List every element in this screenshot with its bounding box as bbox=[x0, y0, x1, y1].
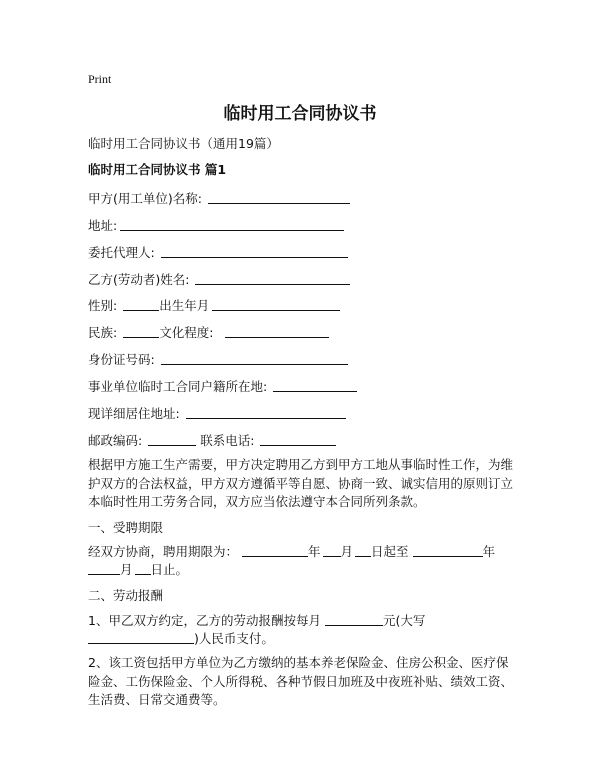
end-year-blank bbox=[413, 544, 483, 557]
address-blank bbox=[120, 218, 344, 231]
ethnicity-blank bbox=[123, 325, 159, 338]
start-year-blank bbox=[242, 544, 308, 557]
section-heading: 临时用工合同协议书 篇1 bbox=[88, 162, 227, 177]
salary-currency-label: )人民币支付。 bbox=[194, 631, 274, 646]
phone-label: 联系电话: bbox=[200, 433, 255, 448]
end-month-blank bbox=[88, 562, 120, 575]
birth-date-blank bbox=[212, 298, 340, 311]
id-number-field bbox=[88, 350, 348, 368]
section2-heading: 二、劳动报酬 bbox=[88, 588, 164, 603]
term-from-label: 日起至 bbox=[371, 544, 409, 559]
start-month-unit: 月 bbox=[340, 544, 354, 559]
end-year-unit: 年 bbox=[482, 544, 496, 559]
term-start-label: 经双方协商，聘用期限为： bbox=[88, 544, 239, 559]
agent-field bbox=[88, 243, 348, 261]
ethnicity-label: 民族: bbox=[88, 325, 118, 340]
household-location-field bbox=[88, 377, 357, 395]
start-month-blank bbox=[323, 544, 341, 557]
section2-item2: 2、该工资包括甲方单位为乙方缴纳的基本养老保险金、住房公积金、医疗保险金、工伤保险金、个人所得税、各种节假日加班及中夜班补贴、绩效工资、生活费、日常交通费等。 bbox=[88, 655, 514, 707]
gender-blank bbox=[123, 298, 159, 311]
current-address-blank bbox=[186, 406, 346, 419]
current-address-field bbox=[88, 404, 346, 422]
section1-heading: 一、受聘期限 bbox=[88, 520, 164, 535]
gender-birth-field bbox=[88, 296, 340, 314]
postal-code-blank bbox=[148, 433, 196, 446]
address-field bbox=[88, 216, 344, 234]
education-label: 文化程度: bbox=[159, 325, 214, 340]
end-month-unit: 月 bbox=[120, 562, 133, 577]
worker-name-label: 乙方(劳动者)姓名: bbox=[88, 272, 190, 287]
section1-line2 bbox=[88, 560, 188, 578]
education-blank bbox=[225, 325, 329, 338]
household-location-blank bbox=[273, 379, 357, 392]
end-day-blank bbox=[135, 562, 151, 575]
term-end-label: 日止。 bbox=[150, 562, 189, 577]
employer-name-field bbox=[88, 189, 350, 207]
start-day-blank bbox=[355, 544, 371, 557]
household-location-label: 事业单位临时工合同户籍所在地: bbox=[88, 379, 268, 394]
salary-amount-blank bbox=[325, 613, 383, 626]
intro-paragraph: 根据甲方施工生产需要，甲方决定聘用乙方到甲方工地从事临时性工作，为维护双方的合法权益，甲方双方遵循平等自愿、协商一致、诚实信用的原则订立本临时性用工劳务合同，双方应当依法遵守本合同所列条款。 bbox=[88, 457, 514, 509]
agent-blank bbox=[161, 245, 348, 258]
id-number-blank bbox=[161, 352, 348, 365]
salary-uppercase-label: 元(大写 bbox=[382, 613, 426, 628]
postal-code-label: 邮政编码: bbox=[88, 433, 143, 448]
gender-label: 性别: bbox=[88, 298, 118, 313]
birth-date-label: 出生年月 bbox=[159, 298, 210, 313]
section2-item1-line2 bbox=[88, 629, 274, 647]
ethnicity-education-field bbox=[88, 323, 329, 341]
postal-phone-field bbox=[88, 431, 336, 449]
section2-item1-line1 bbox=[88, 611, 425, 629]
employer-name-blank bbox=[208, 191, 350, 204]
document-subtitle: 临时用工合同协议书（通用19篇） bbox=[88, 136, 279, 151]
worker-name-blank bbox=[195, 272, 350, 285]
employer-name-label: 甲方(用工单位)名称: bbox=[88, 191, 202, 206]
agent-label: 委托代理人: bbox=[88, 245, 155, 260]
salary-uppercase-blank bbox=[88, 631, 194, 644]
phone-blank bbox=[260, 433, 336, 446]
document-title: 临时用工合同协议书 bbox=[223, 104, 377, 124]
worker-name-field bbox=[88, 270, 350, 288]
print-link[interactable]: Print bbox=[88, 72, 112, 86]
current-address-label: 现详细居住地址: bbox=[88, 406, 180, 421]
start-year-unit: 年 bbox=[308, 544, 321, 559]
salary-label: 1、甲乙双方约定，乙方的劳动报酬按每月 bbox=[88, 613, 321, 628]
section1-line1 bbox=[88, 542, 495, 560]
id-number-label: 身份证号码: bbox=[88, 352, 155, 367]
address-label: 地址: bbox=[88, 218, 118, 233]
